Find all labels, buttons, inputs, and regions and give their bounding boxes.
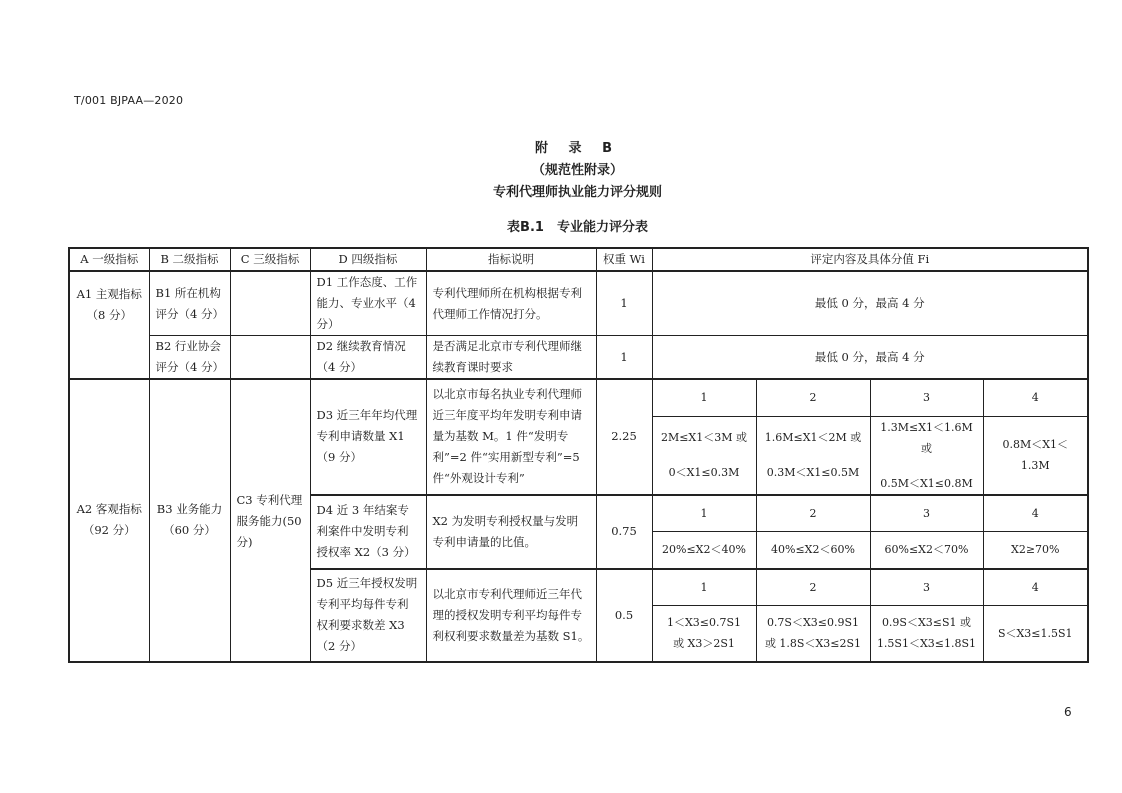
range-line: 或 1.8S＜X3≤2S1 [764,637,862,651]
range-line: 2M≤X1＜3M 或 [660,431,748,444]
d2-desc-cell: 是否满足北京市专利代理师继续教育课时要求 [426,336,596,380]
b3-cell: B3 业务能力（60 分） [149,379,230,662]
range-cell [870,416,983,495]
document-id: T/001 BJPAA—2020 [74,94,184,107]
d2-cell: D2 继续教育情况（4 分） [310,336,426,380]
range-line: 1＜X3≤0.7S1 [666,616,742,630]
document-title: 专利代理师执业能力评分规则 [492,185,662,200]
b1-cell: B1 所在机构评分（4 分） [149,271,230,336]
table-row [69,271,1088,336]
range-line: 0.8M＜X1＜1.3M [1002,438,1069,472]
range-line: 1.3M≤X1＜1.6M 或 [880,420,973,455]
range-cell: 40%≤X2＜60% [756,532,870,569]
d3-desc-cell: 以北京市每名执业专利代理师近三年度平均年发明专利申请量为基数 M。1 件“发明专利”=2 件“实用新型专利”=5 件“外观设计专利” [426,379,596,495]
range-cell: X2≥70% [983,532,1088,569]
b2-cell: B2 行业协会评分（4 分） [149,336,230,380]
score-cell: 1 [652,569,756,606]
score-cell: 2 [756,495,870,532]
range-cell [756,606,870,662]
score-cell: 2 [756,569,870,606]
d5-cell: D5 近三年授权发明专利平均每件专利权利要求数差 X3（2 分） [310,569,426,662]
score-cell: 2 [756,379,870,416]
range-line: 或 X3＞2S1 [673,637,735,651]
header-row [69,248,1088,271]
c3-cell: C3 专利代理服务能力(50 分) [230,379,310,662]
col-header: 权重 Wi [596,248,652,271]
table-row [69,379,1088,416]
table-title: 表B.1 专业能力评分表 [507,220,648,235]
range-line: 1.5S1＜X3≤1.8S1 [876,637,977,651]
col-header: B 二级指标 [149,248,230,271]
d1-desc-cell: 专利代理师所在机构根据专利代理师工作情况打分。 [426,271,596,336]
c-empty-cell [230,271,310,336]
table-row [69,336,1088,380]
col-header: A 一级指标 [69,248,149,271]
scoring-table [68,247,1089,663]
d3-cell: D3 近三年年均代理专利申请数量 X1（9 分） [310,379,426,495]
a2-cell: A2 客观指标（92 分） [69,379,149,662]
range-line: 0＜X1≤0.3M [668,466,740,479]
appendix-title: 附 录 B [535,141,620,156]
score-cell: 3 [870,379,983,416]
title-block [0,138,1122,204]
appendix-nature: （规范性附录） [531,163,623,178]
col-header: 指标说明 [426,248,596,271]
d2-fi-cell: 最低 0 分，最高 4 分 [652,336,1088,380]
page-number: 6 [1064,705,1072,719]
score-cell: 3 [870,495,983,532]
d3-weight-cell: 2.25 [596,379,652,495]
range-line: 0.5M＜X1≤0.8M [880,476,973,490]
score-cell: 4 [983,379,1088,416]
d1-fi-cell: 最低 0 分，最高 4 分 [652,271,1088,336]
range-cell [983,606,1088,662]
range-cell: 20%≤X2＜40% [652,532,756,569]
score-cell: 1 [652,495,756,532]
range-cell [870,606,983,662]
d2-weight-cell: 1 [596,336,652,380]
d5-desc-cell: 以北京市专利代理师近三年代理的授权发明专利平均每件专利权利要求数量差为基数 S1。 [426,569,596,662]
c-empty-cell [230,336,310,380]
range-cell [652,416,756,495]
col-header: C 三级指标 [230,248,310,271]
col-header: D 四级指标 [310,248,426,271]
d4-weight-cell: 0.75 [596,495,652,569]
range-cell [756,416,870,495]
score-cell: 4 [983,569,1088,606]
d1-weight-cell: 1 [596,271,652,336]
d4-cell: D4 近 3 年结案专利案件中发明专利授权率 X2（3 分） [310,495,426,569]
range-line: S＜X3≤1.5S1 [997,626,1073,640]
score-cell: 4 [983,495,1088,532]
range-line: 1.6M≤X1＜2M 或 [764,431,862,444]
d1-cell: D1 工作态度、工作能力、专业水平（4 分） [310,271,426,336]
range-cell [652,606,756,662]
col-header: 评定内容及具体分值 Fi [652,248,1088,271]
range-line: 0.9S＜X3≤S1 或 [881,616,972,630]
range-cell: 60%≤X2＜70% [870,532,983,569]
d5-weight-cell: 0.5 [596,569,652,662]
score-cell: 3 [870,569,983,606]
range-line: 0.3M＜X1≤0.5M [766,466,860,479]
range-line: 0.7S＜X3≤0.9S1 [766,616,860,630]
range-cell [983,416,1088,495]
score-cell: 1 [652,379,756,416]
a1-cell: A1 主观指标（8 分） [69,271,149,379]
d4-desc-cell: X2 为发明专利授权量与发明专利申请量的比值。 [426,495,596,569]
